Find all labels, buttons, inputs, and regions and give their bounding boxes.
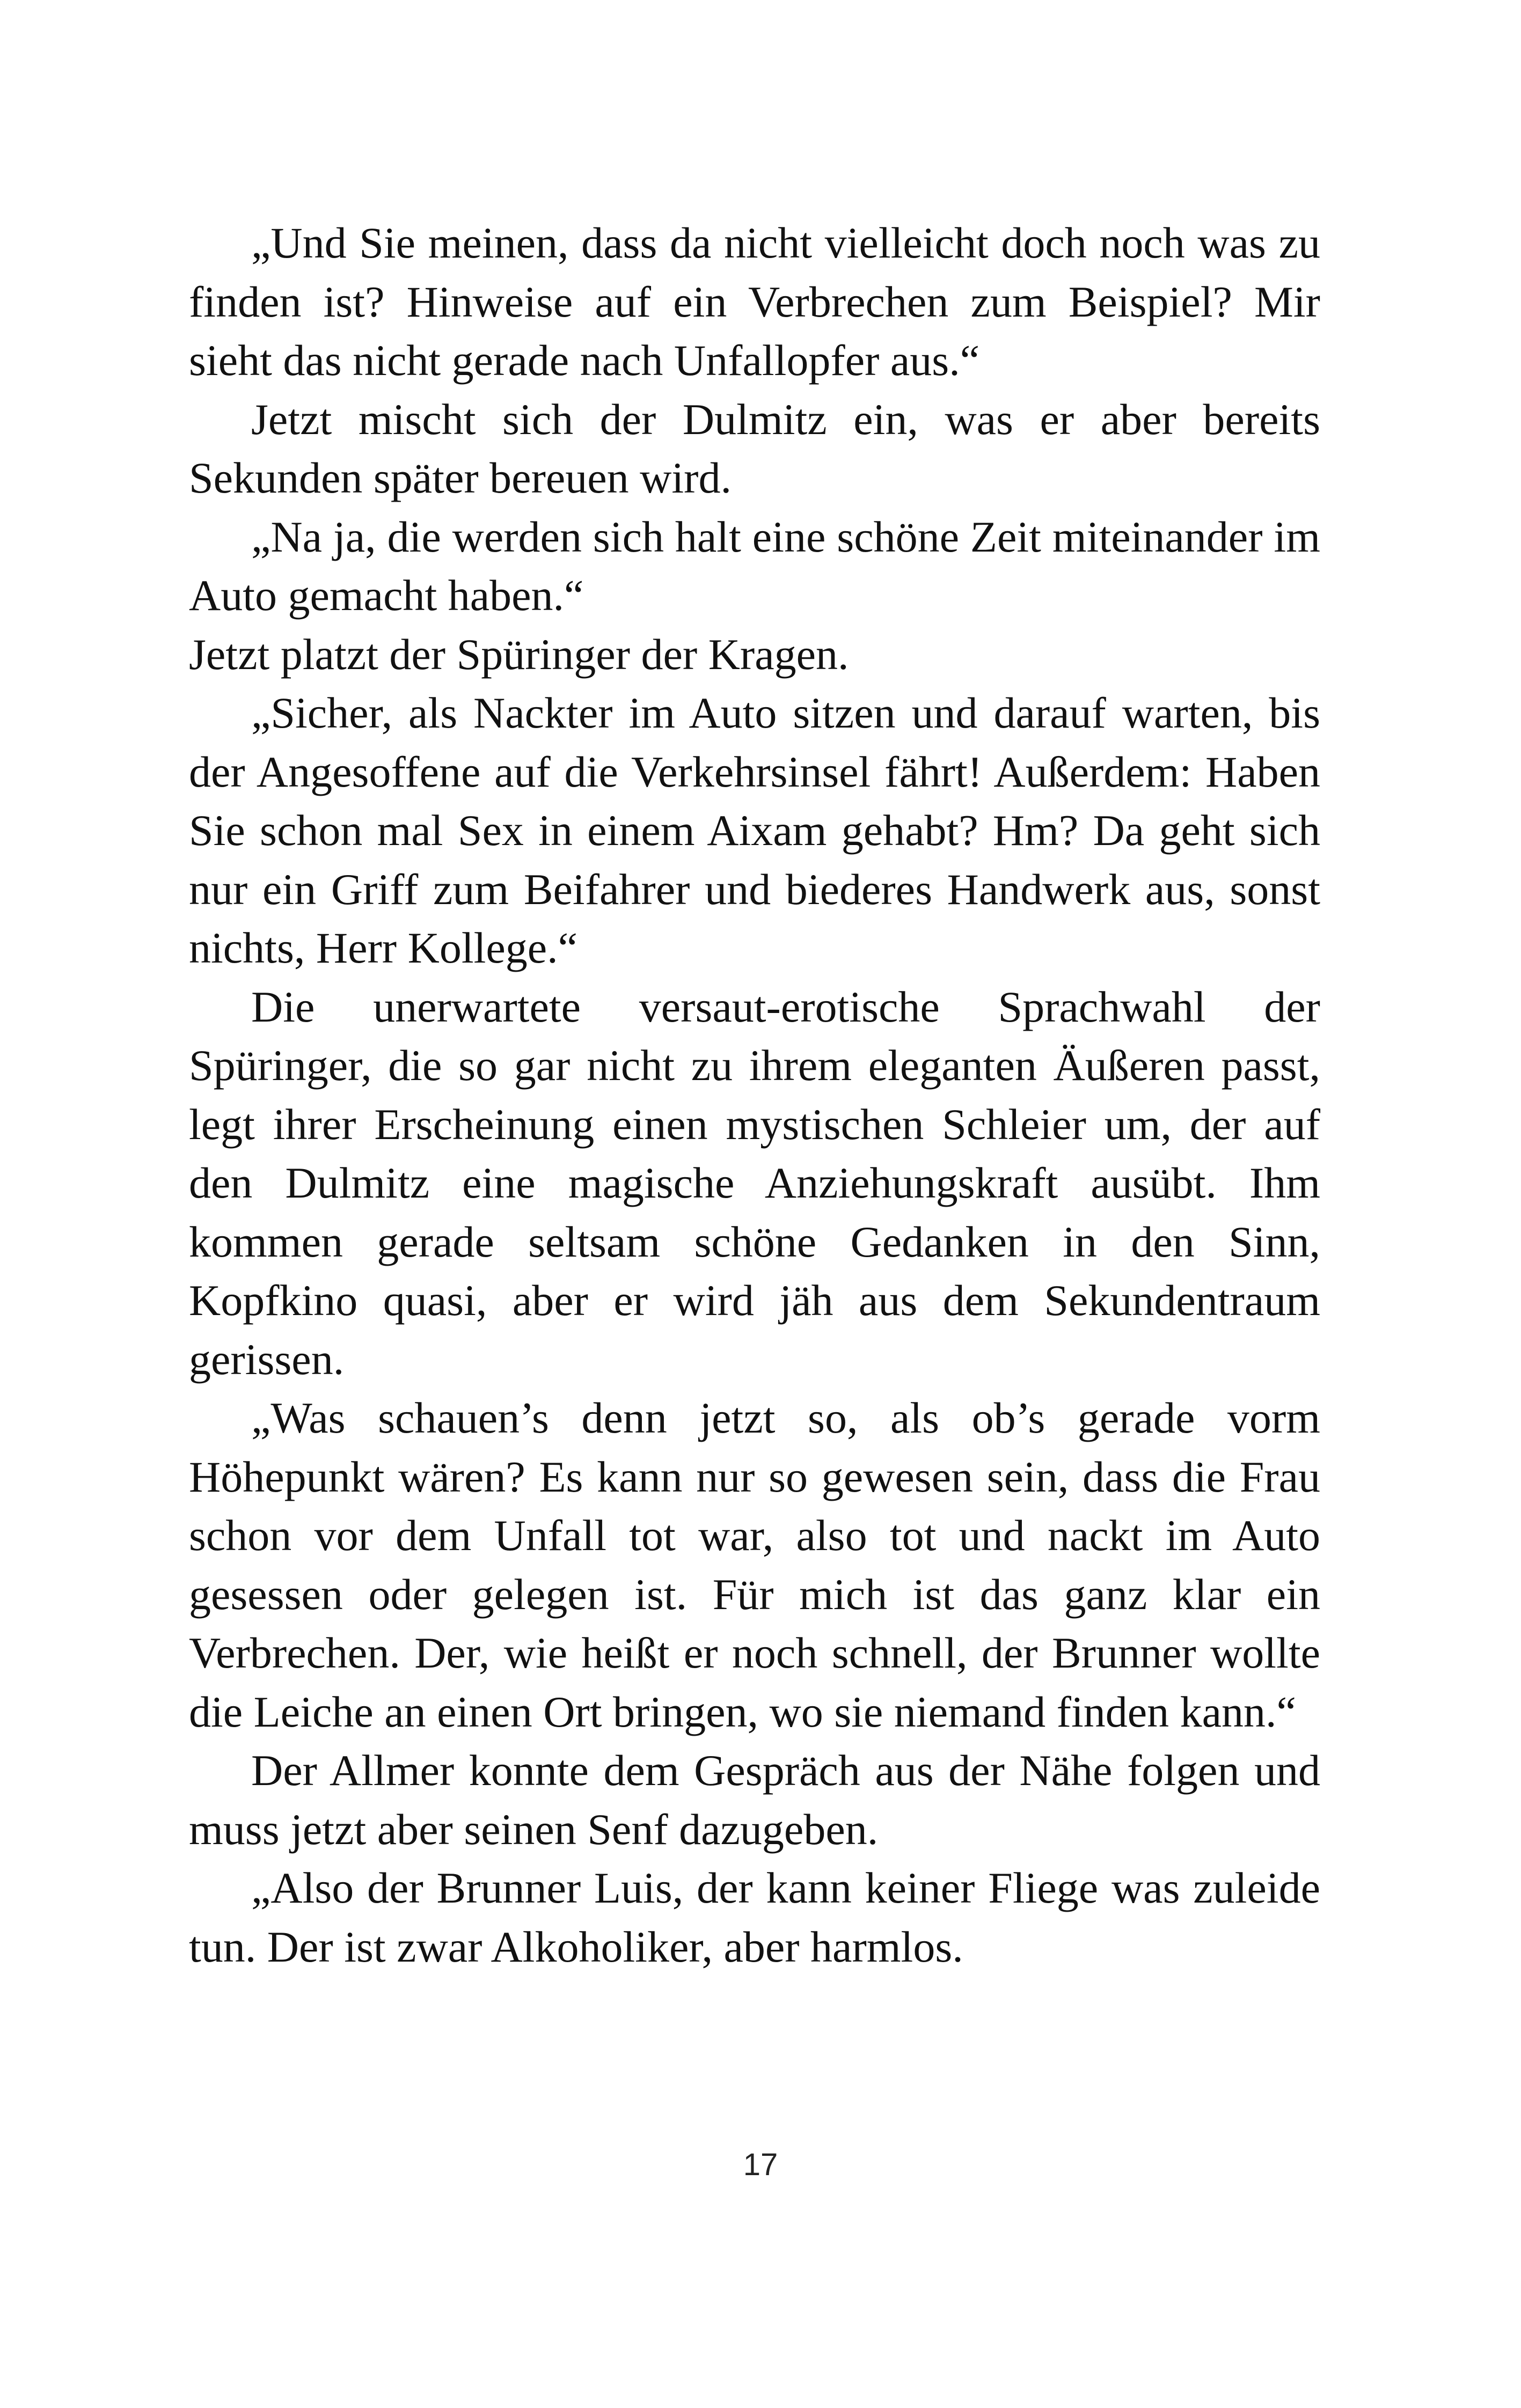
paragraph: Die unerwartete versaut-erotische Sprachwahl der Spüringer, die so gar nicht zu ihrem eleganten Äußeren passt, legt ihrer Erscheinung einen mystischen Schleier um, der auf den Dulmitz eine magische Anziehungskraft ausübt. Ihm kommen gerade seltsam schöne Gedanken in den Sinn, Kopfkino quasi, aber er wird jäh aus dem Sekundentraum gerissen. <box>189 982 1320 1384</box>
page-number: 17 <box>743 2147 778 2182</box>
paragraph: Jetzt platzt der Spüringer der Kragen. <box>189 629 849 679</box>
paragraph: „Also der Brunner Luis, der kann keiner Fliege was zuleide tun. Der ist zwar Alkoholiker, aber harmlos. <box>189 1863 1320 1971</box>
paragraph: „Sicher, als Nackter im Auto sitzen und darauf warten, bis der Angesoffene auf die Verkehrsinsel fährt! Außerdem: Haben Sie schon mal Sex in einem Aixam gehabt? Hm? Da geht sich nur ein Griff zum Beifahrer und biederes Handwerk aus, sonst nichts, Herr Kollege.“ <box>189 688 1320 972</box>
paragraph: Jetzt mischt sich der Dulmitz ein, was er aber bereits Sekunden später bereuen wird. <box>189 394 1320 502</box>
paragraph: „Und Sie meinen, dass da nicht vielleicht doch noch was zu finden ist? Hinweise auf ein Verbrechen zum Beispiel? Mir sieht das nicht gerade nach Unfallopfer aus.“ <box>189 218 1320 385</box>
paragraph: „Na ja, die werden sich halt eine schöne Zeit miteinander im Auto gemacht haben.“ <box>189 512 1320 620</box>
paragraph: „Was schauen’s denn jetzt so, als ob’s gerade vorm Höhepunkt wären? Es kann nur so gewesen sein, dass die Frau schon vor dem Unfall tot war, also tot und nackt im Auto gesessen oder gelegen ist. Für mich ist das ganz klar ein Verbrechen. Der, wie heißt er noch schnell, der Brunner wollte die Leiche an einen Ort bringen, wo sie niemand finden kann.“ <box>189 1393 1320 1736</box>
page-body-text <box>189 214 1320 1976</box>
paragraph: Der Allmer konnte dem Gespräch aus der Nähe folgen und muss jetzt aber seinen Senf dazugeben. <box>189 1746 1320 1854</box>
